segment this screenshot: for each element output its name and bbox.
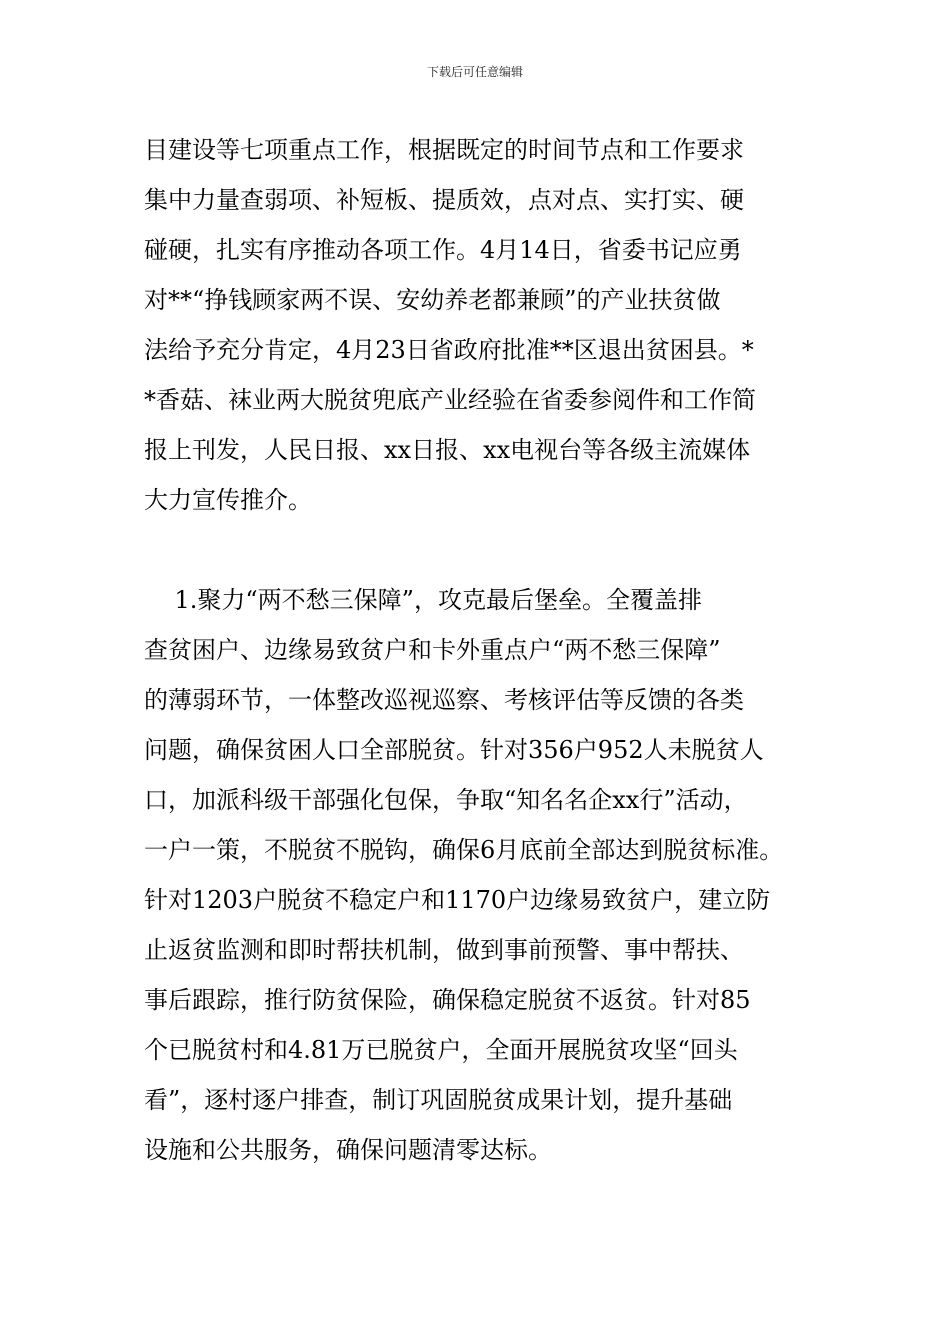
text-line: 止返贫监测和即时帮扶机制，做到事前预警、事中帮扶、 <box>144 936 744 964</box>
text-line: 的薄弱环节，一体整改巡视巡察、考核评估等反馈的各类 <box>144 686 744 714</box>
text-line: 针对1203户脱贫不稳定户和1170户边缘易致贫户，建立防 <box>144 886 771 914</box>
text-line: 1.聚力“两不愁三保障”，攻克最后堡垒。全覆盖排 <box>144 586 702 614</box>
text-line: 设施和公共服务，确保问题清零达标。 <box>144 1136 552 1164</box>
text-line: 问题，确保贫困人口全部脱贫。针对356户952人未脱贫人 <box>144 736 764 764</box>
text-line: 个已脱贫村和4.81万已脱贫户，全面开展脱贫攻坚“回头 <box>144 1036 738 1064</box>
text-line: *香菇、袜业两大脱贫兜底产业经验在省委参阅件和工作简 <box>144 386 756 414</box>
text-line: 查贫困户、边缘易致贫户和卡外重点户“两不愁三保障” <box>144 636 721 664</box>
text-line: 碰硬，扎实有序推动各项工作。4月14日，省委书记应勇 <box>144 236 742 264</box>
text-line: 看”，逐村逐户排查，制订巩固脱贫成果计划，提升基础 <box>144 1086 733 1114</box>
text-line: 一户一策，不脱贫不脱钩，确保6月底前全部达到脱贫标准。 <box>144 836 784 864</box>
text-line: 口，加派科级干部强化包保，争取“知名名企xx行”活动， <box>144 786 748 814</box>
text-line: 报上刊发，人民日报、xx日报、xx电视台等各级主流媒体 <box>144 436 751 464</box>
text-line: 目建设等七项重点工作，根据既定的时间节点和工作要求 <box>144 136 744 164</box>
text-line: 法给予充分肯定，4月23日省政府批准**区退出贫困县。* <box>144 336 754 364</box>
page-header-note: 下载后可任意编辑 <box>426 65 523 79</box>
text-line: 集中力量查弱项、补短板、提质效，点对点、实打实、硬 <box>144 186 744 214</box>
text-line: 对**“挣钱顾家两不误、安幼养老都兼顾”的产业扶贫做 <box>144 286 721 314</box>
text-line: 事后跟踪，推行防贫保险，确保稳定脱贫不返贫。针对85 <box>144 986 751 1014</box>
text-line: 大力宣传推介。 <box>144 486 312 514</box>
